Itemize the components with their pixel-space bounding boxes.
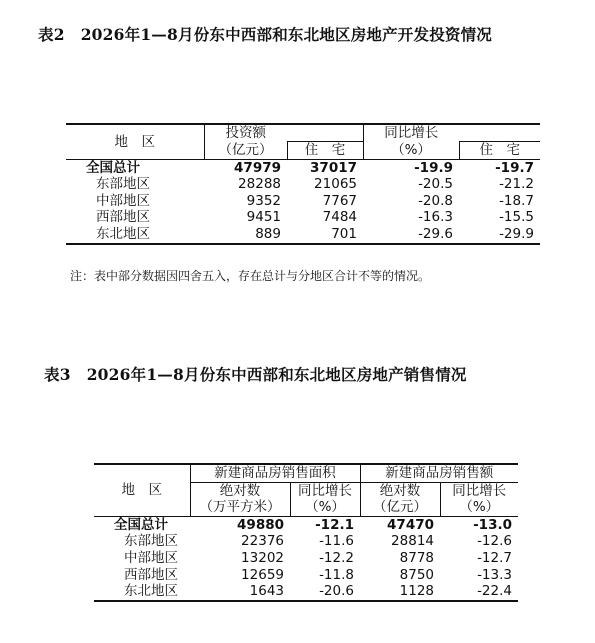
area-growth-value: -20.6 xyxy=(319,583,354,600)
investment-value: 28288 xyxy=(238,176,281,193)
table-row xyxy=(94,516,518,533)
area-value: 22376 xyxy=(241,533,284,550)
table3-header-region: 地 区 xyxy=(94,464,190,516)
table-row xyxy=(66,176,540,193)
table3-title xyxy=(44,363,467,385)
growth-residential-value: -18.7 xyxy=(499,192,534,209)
sales-growth-value: -13.3 xyxy=(477,566,512,583)
investment-value: 9352 xyxy=(246,192,281,209)
sales-growth-value: -13.0 xyxy=(473,516,512,533)
sales-growth-value: -12.7 xyxy=(477,549,512,566)
region-name: 西部地区 xyxy=(96,209,150,226)
sales-growth-value: -12.6 xyxy=(477,533,512,550)
region-name: 中部地区 xyxy=(96,192,150,209)
table2-title xyxy=(38,23,492,45)
area-growth-value: -12.2 xyxy=(319,549,354,566)
table-row xyxy=(66,226,540,244)
growth-residential-value: -15.5 xyxy=(499,209,534,226)
table-row xyxy=(94,583,518,601)
region-name: 西部地区 xyxy=(124,566,178,583)
table-row xyxy=(94,550,518,567)
table-row xyxy=(66,209,540,226)
investment-value: 47979 xyxy=(234,159,281,176)
table3-header-sales-growth-unit: （%） xyxy=(440,499,518,516)
table3-label: 表3 xyxy=(44,365,71,384)
region-name: 中部地区 xyxy=(124,549,178,566)
table3-header-area-group: 新建商品房销售面积 xyxy=(190,464,360,482)
area-value: 12659 xyxy=(241,566,284,583)
table-row xyxy=(94,533,518,550)
growth-value: -29.6 xyxy=(418,226,453,243)
region-name: 全国总计 xyxy=(86,159,140,176)
growth-value: -20.8 xyxy=(418,192,453,209)
sales-growth-value: -22.4 xyxy=(477,583,512,600)
table2 xyxy=(66,123,540,245)
investment-value: 889 xyxy=(255,226,281,243)
residential-value: 701 xyxy=(331,226,357,243)
growth-value: -20.5 xyxy=(418,176,453,193)
table3-header-sales-unit: （亿元） xyxy=(360,499,440,516)
table3-header-area-unit: （万平方米） xyxy=(190,499,290,516)
sales-value: 8778 xyxy=(399,549,434,566)
growth-value: -16.3 xyxy=(418,209,453,226)
table3 xyxy=(94,463,518,602)
region-name: 全国总计 xyxy=(114,516,168,533)
table3-header-sales-absolute: 绝对数 xyxy=(360,482,440,499)
investment-value: 9451 xyxy=(246,209,281,226)
area-value: 1643 xyxy=(249,583,284,600)
table-row xyxy=(94,567,518,584)
table3-title-text: 2026年1—8月份东中西部和东北地区房地产销售情况 xyxy=(86,365,467,384)
area-growth-value: -12.1 xyxy=(315,516,354,533)
table2-header-residential: 住 宅 xyxy=(287,142,363,160)
residential-value: 21065 xyxy=(314,176,357,193)
table2-header-growth: 同比增长 xyxy=(363,124,459,142)
table-row xyxy=(66,159,540,176)
table3-header-area-growth: 同比增长 xyxy=(290,482,360,499)
table3-header-area-absolute: 绝对数 xyxy=(190,482,290,499)
table2-header-growth-residential: 住 宅 xyxy=(459,142,540,160)
table-row xyxy=(66,193,540,210)
growth-value: -19.9 xyxy=(414,159,453,176)
table2-header-growth-unit: （%） xyxy=(363,142,459,160)
region-name: 东北地区 xyxy=(124,583,178,600)
table3-header-sales-group: 新建商品房销售额 xyxy=(360,464,518,482)
growth-residential-value: -29.9 xyxy=(499,226,534,243)
sales-value: 28814 xyxy=(391,533,434,550)
sales-value: 8750 xyxy=(399,566,434,583)
area-value: 49880 xyxy=(237,516,284,533)
table2-header-investment: 投资额 xyxy=(204,124,287,142)
table2-header-region: 地 区 xyxy=(66,124,204,159)
residential-value: 7767 xyxy=(322,192,357,209)
growth-residential-value: -21.2 xyxy=(499,176,534,193)
residential-value: 37017 xyxy=(310,159,357,176)
area-value: 13202 xyxy=(241,549,284,566)
table2-title-text: 2026年1—8月份东中西部和东北地区房地产开发投资情况 xyxy=(80,25,492,44)
table3-header-area-growth-unit: （%） xyxy=(290,499,360,516)
table2-header-investment-unit: （亿元） xyxy=(204,142,287,160)
area-growth-value: -11.8 xyxy=(319,566,354,583)
sales-value: 47470 xyxy=(387,516,434,533)
table2-footnote: 注：表中部分数据因四舍五入，存在总计与分地区合计不等的情况。 xyxy=(70,269,431,283)
region-name: 东北地区 xyxy=(96,226,150,243)
region-name: 东部地区 xyxy=(124,533,178,550)
table3-header-sales-growth: 同比增长 xyxy=(440,482,518,499)
area-growth-value: -11.6 xyxy=(319,533,354,550)
region-name: 东部地区 xyxy=(96,176,150,193)
residential-value: 7484 xyxy=(322,209,357,226)
growth-residential-value: -19.7 xyxy=(495,159,534,176)
sales-value: 1128 xyxy=(399,583,434,600)
table2-label: 表2 xyxy=(38,25,65,44)
